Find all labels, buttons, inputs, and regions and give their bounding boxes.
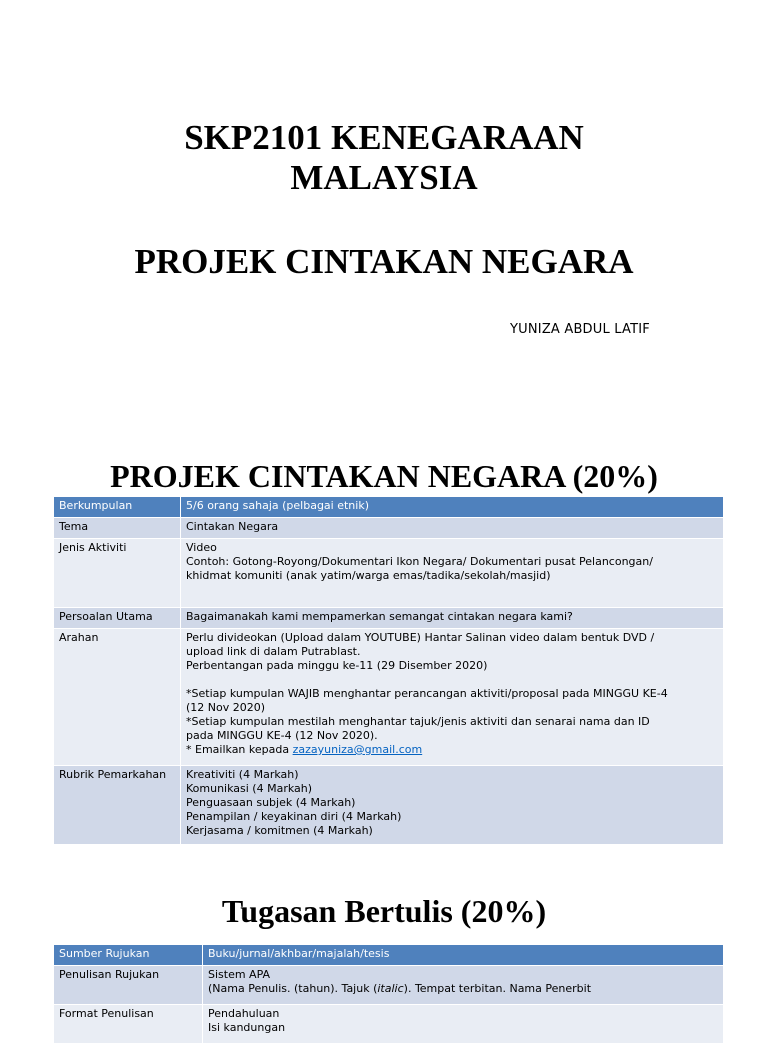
row-label: Penulisan Rujukan bbox=[54, 966, 203, 1005]
row-value: 5/6 orang sahaja (pelbagai etnik) bbox=[181, 497, 724, 518]
slide2-title: PROJEK CINTAKAN NEGARA (20%) bbox=[110, 458, 658, 494]
value-line: khidmat komuniti (anak yatim/warga emas/tadika/sekolah/masjid) bbox=[186, 569, 551, 582]
author-name: YUNIZA ABDUL LATIF bbox=[510, 322, 650, 337]
table-row bbox=[54, 608, 724, 629]
value-italic: italic bbox=[377, 982, 404, 995]
table-row bbox=[54, 966, 724, 1005]
value-text: (Nama Penulis. (tahun). Tajuk ( bbox=[208, 982, 378, 995]
row-label: Arahan bbox=[54, 629, 181, 766]
value-line bbox=[208, 982, 718, 996]
table-row bbox=[54, 766, 724, 845]
table-row bbox=[54, 497, 724, 518]
table-row bbox=[54, 1005, 724, 1044]
value-line bbox=[186, 743, 718, 757]
table-row bbox=[54, 518, 724, 539]
slide3-title: Tugasan Bertulis (20%) bbox=[221, 893, 547, 929]
value-line: (12 Nov 2020) bbox=[186, 701, 266, 714]
email-link[interactable]: zazayuniza@gmail.com bbox=[292, 743, 423, 756]
value-line: *Setiap kumpulan WAJIB menghantar perancangan aktiviti/proposal pada MINGGU KE-4 bbox=[186, 687, 668, 700]
row-value bbox=[181, 539, 724, 608]
rubric-item: Penampilan / keyakinan diri (4 Markah) bbox=[186, 810, 402, 823]
value-line: Pendahuluan bbox=[208, 1007, 280, 1020]
value-line: pada MINGGU KE-4 (12 Nov 2020). bbox=[186, 729, 378, 742]
rubric-item: Kreativiti (4 Markah) bbox=[186, 768, 299, 781]
slide1-title-line1: SKP2101 KENEGARAAN bbox=[184, 118, 584, 157]
rubric-item: Penguasaan subjek (4 Markah) bbox=[186, 796, 356, 809]
row-value: Buku/jurnal/akhbar/majalah/tesis bbox=[203, 945, 724, 966]
slide1-title-line2: MALAYSIA bbox=[290, 158, 478, 197]
email-prefix: * Emailkan kepada bbox=[186, 743, 293, 756]
row-value bbox=[181, 766, 724, 845]
rubric-item: Kerjasama / komitmen (4 Markah) bbox=[186, 824, 373, 837]
row-value: Bagaimanakah kami mempamerkan semangat cintakan negara kami? bbox=[181, 608, 724, 629]
value-text: ). Tempat terbitan. Nama Penerbit bbox=[403, 982, 592, 995]
value-line: upload link di dalam Putrablast. bbox=[186, 645, 361, 658]
row-label: Sumber Rujukan bbox=[54, 945, 203, 966]
value-line: *Setiap kumpulan mestilah menghantar tajuk/jenis aktiviti dan senarai nama dan ID bbox=[186, 715, 650, 728]
row-value: Cintakan Negara bbox=[181, 518, 724, 539]
tugasan-table bbox=[53, 944, 724, 1044]
table-row bbox=[54, 629, 724, 766]
row-label: Rubrik Pemarkahan bbox=[54, 766, 181, 845]
row-value bbox=[203, 966, 724, 1005]
value-line: Perlu divideokan (Upload dalam YOUTUBE) Hantar Salinan video dalam bentuk DVD / bbox=[186, 631, 655, 644]
value-line: Contoh: Gotong-Royong/Dokumentari Ikon Negara/ Dokumentari pusat Pelancongan/ bbox=[186, 555, 653, 568]
value-line: Video bbox=[186, 541, 217, 554]
row-label: Berkumpulan bbox=[54, 497, 181, 518]
value-line: Sistem APA bbox=[208, 968, 271, 981]
table-row bbox=[54, 539, 724, 608]
table-row bbox=[54, 945, 724, 966]
row-label: Tema bbox=[54, 518, 181, 539]
value-line: Isi kandungan bbox=[208, 1021, 286, 1034]
projek-table bbox=[53, 496, 724, 845]
rubric-item: Komunikasi (4 Markah) bbox=[186, 782, 313, 795]
row-label: Persoalan Utama bbox=[54, 608, 181, 629]
row-value bbox=[181, 629, 724, 766]
slide1-subtitle: PROJEK CINTAKAN NEGARA bbox=[134, 242, 634, 281]
row-value bbox=[203, 1005, 724, 1044]
row-label: Format Penulisan bbox=[54, 1005, 203, 1044]
row-label: Jenis Aktiviti bbox=[54, 539, 181, 608]
slide1-title bbox=[0, 118, 768, 198]
value-line: Perbentangan pada minggu ke-11 (29 Disember 2020) bbox=[186, 659, 488, 672]
